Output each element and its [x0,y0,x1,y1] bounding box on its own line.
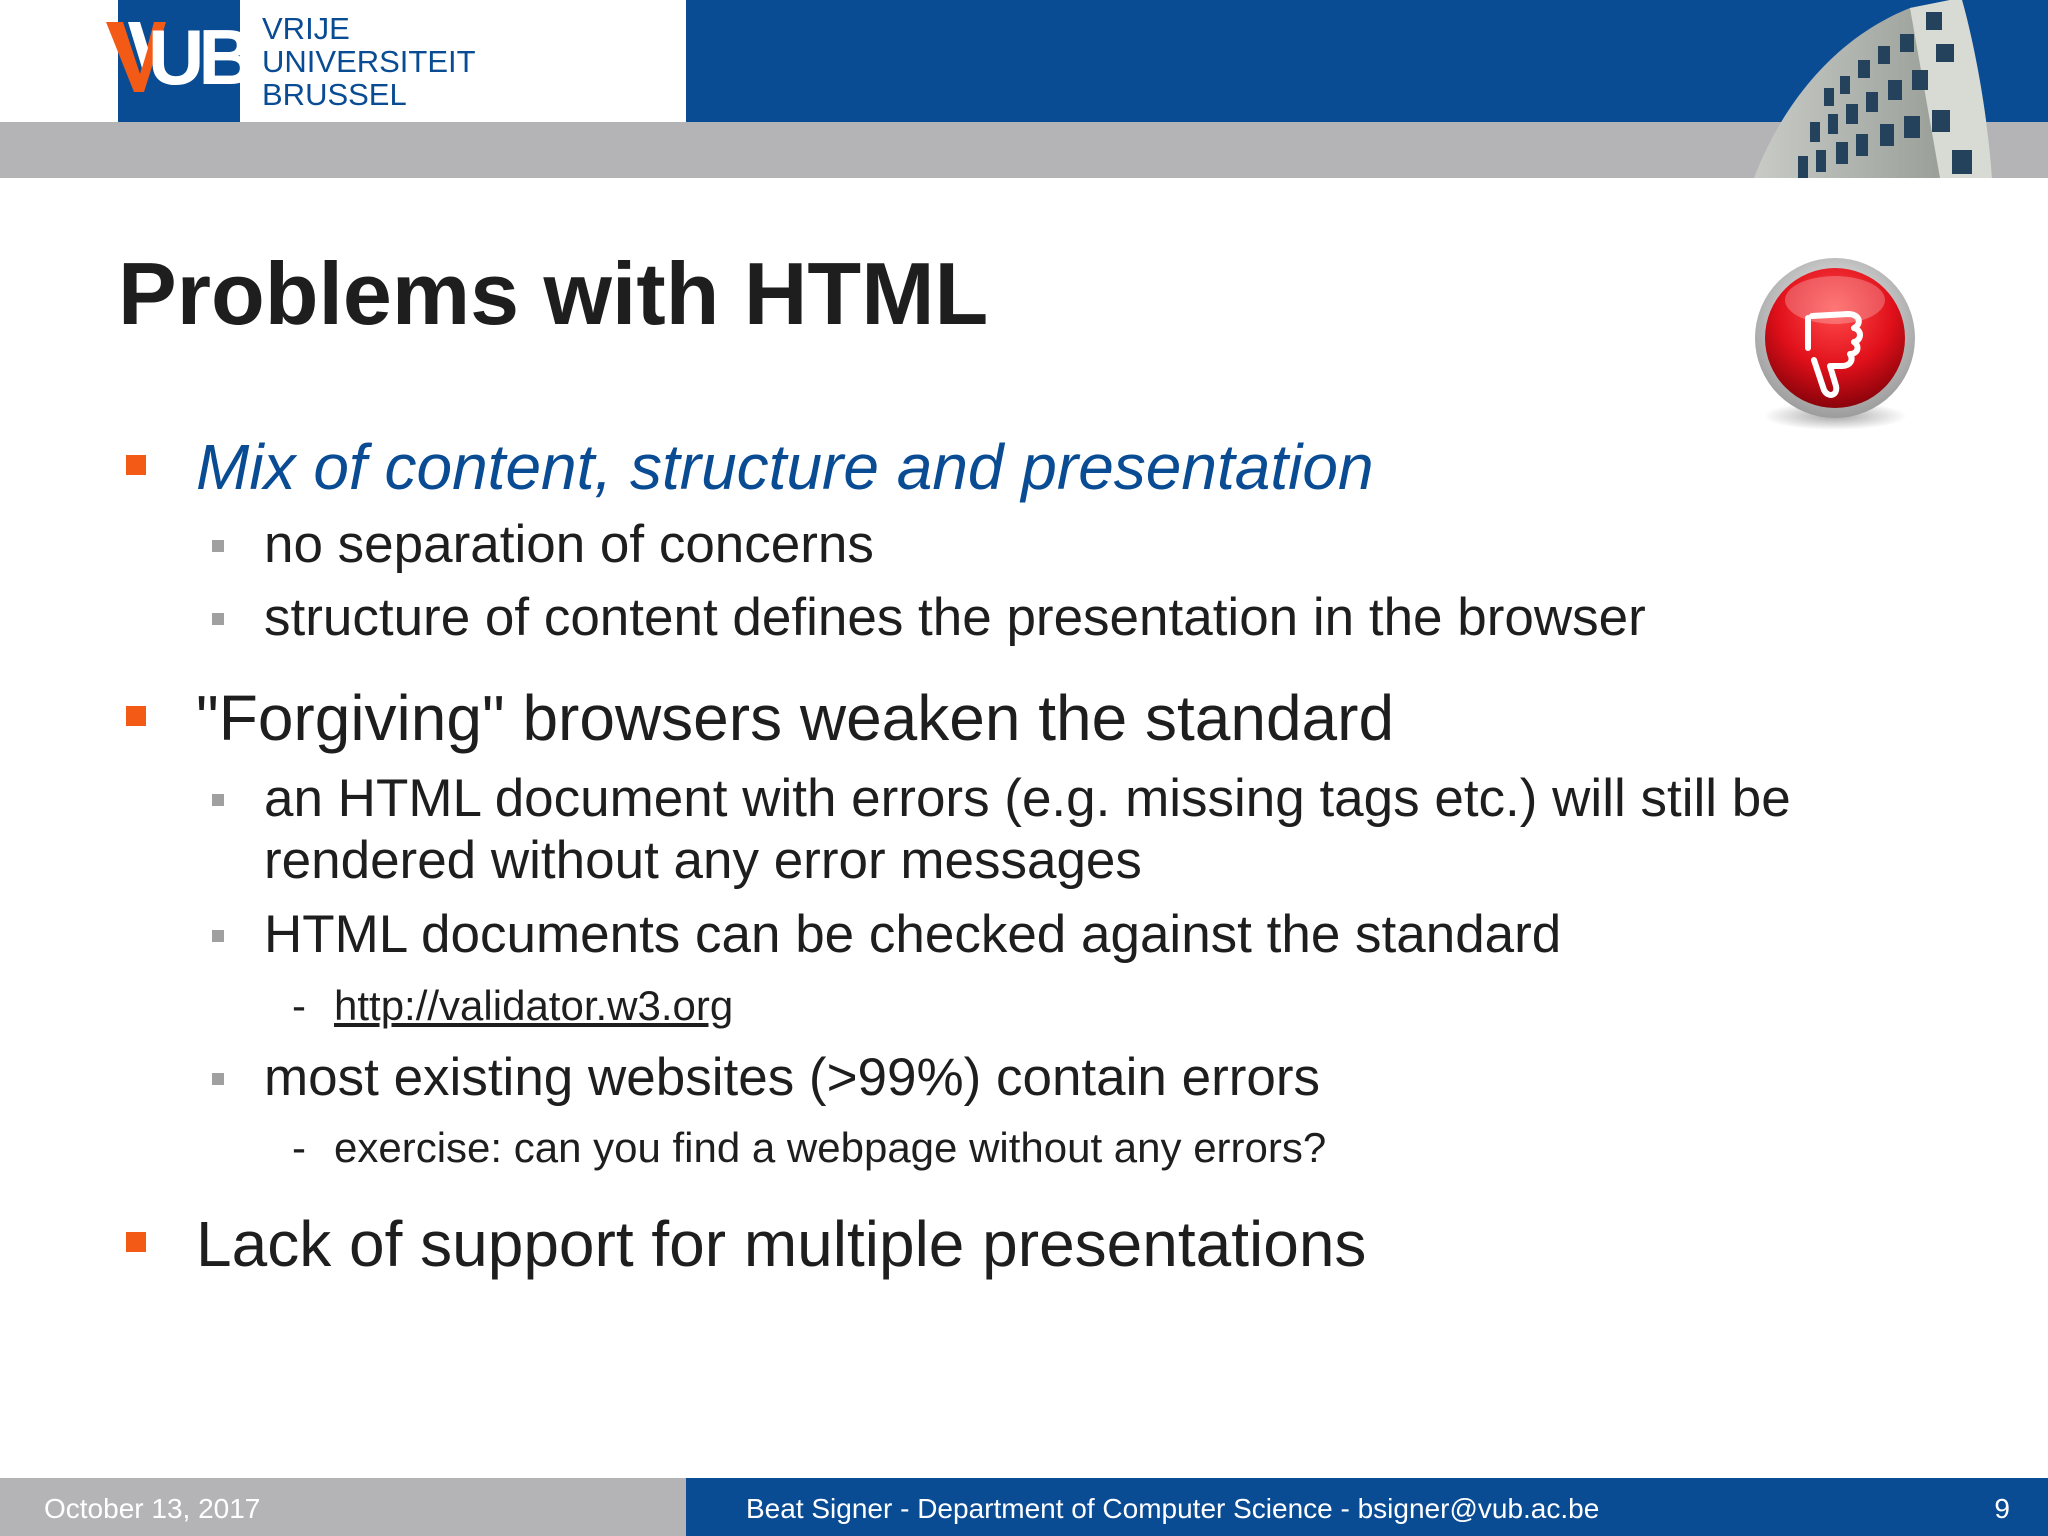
sub-bullet [264,904,1561,966]
bullet-text: Lack of support for multiple presentations [196,1208,1367,1280]
bullet-marker [126,706,146,726]
sub-bullet-text: most existing websites (>99%) contain errors [264,1048,1321,1107]
sub-bullet-text: HTML documents can be checked against the standard [264,905,1562,964]
university-name-line: UNIVERSITEIT [262,44,476,79]
university-name [262,12,476,111]
thumbs-down-icon [1750,256,1920,436]
sub-bullet-marker [212,794,224,806]
footer-author: Beat Signer - Department of Computer Science - bsigner@vub.ac.be [746,1493,1600,1524]
sub-sub-bullet [292,982,734,1029]
bullet-forgiving-browsers [196,682,1395,754]
page-number: 9 [1994,1493,2010,1524]
bullet-lack-of-support [196,1208,1367,1280]
logo-letters: UB [148,13,249,101]
university-name-line: VRIJE [262,11,350,46]
bullet-text: "Forgiving" browsers weaken the standard [196,682,1395,754]
bullet-marker [126,455,146,475]
sub-bullet [264,768,1924,892]
bullet-mix-of-content [196,431,1374,503]
footer-date: October 13, 2017 [44,1493,261,1524]
sub-bullet-text: no separation of concerns [264,515,874,574]
sub-bullet [264,587,1646,649]
bullet-text: Mix of content, structure and presentation [196,431,1374,503]
sub-bullet [264,514,874,576]
sub-bullet-marker [212,613,224,625]
sub-sub-bullet [292,1124,1327,1171]
slide-title: Problems with HTML [118,244,989,343]
sub-bullet-marker [212,930,224,942]
sub-bullet [264,1047,1320,1109]
bullet-marker [126,1232,146,1252]
university-name-line: BRUSSEL [262,77,407,112]
sub-bullet-text: structure of content defines the presentation in the browser [264,588,1646,647]
sub-sub-bullet-text: exercise: can you find a webpage without any errors? [334,1124,1327,1171]
sub-bullet-marker [212,1073,224,1085]
dash-marker: - [292,1124,306,1171]
validator-link[interactable]: http://validator.w3.org [334,982,734,1029]
sub-bullet-text: an HTML document with errors (e.g. missing tags etc.) will still be rendered without any error messages [264,769,1791,890]
sub-bullet-marker [212,540,224,552]
dash-marker: - [292,982,306,1029]
building-image [1740,0,2000,178]
